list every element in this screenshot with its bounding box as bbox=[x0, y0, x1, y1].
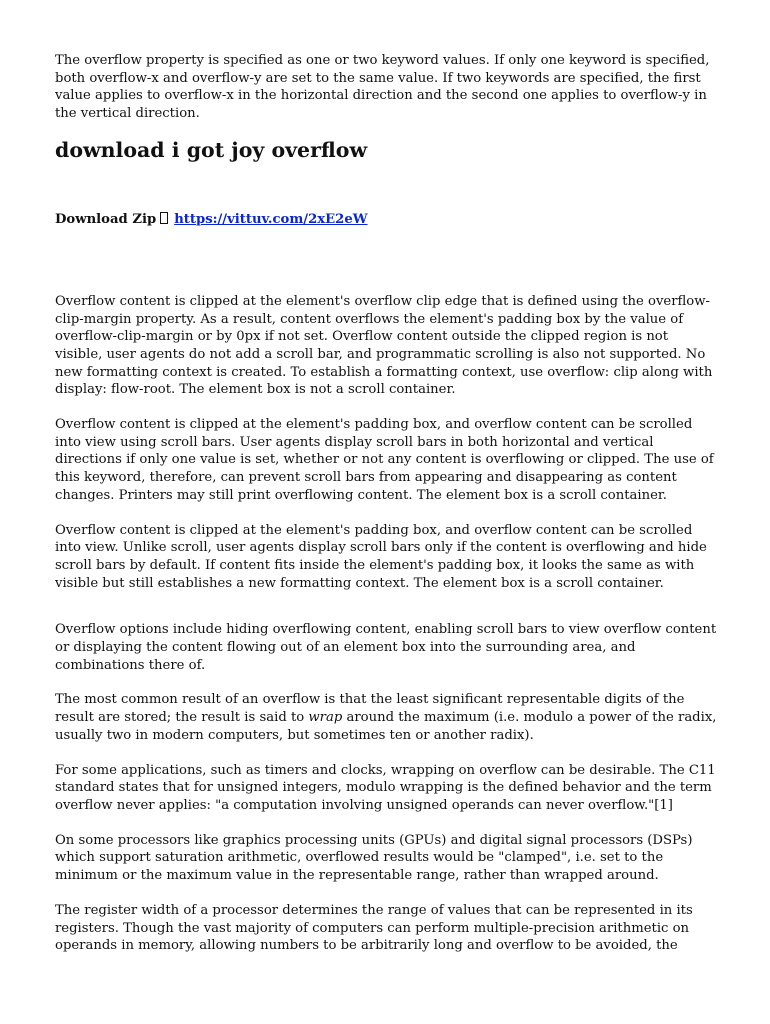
body-paragraph-6: For some applications, such as timers and clocks, wrapping on overflow can be desirable. The C11 standard states that for unsigned integers, modulo wrapping is the defined behavior and the term overflow never applies: "a computation involving unsigned operands can never overflow."[1] bbox=[55, 762, 716, 813]
document-body bbox=[55, 52, 717, 955]
body-paragraph-7: On some processors like graphics processing units (GPUs) and digital signal processors (DSPs) which support saturation arithmetic, overflowed results would be "clamped", i.e. set to the minimum or the maximum value in the representable range, rather than wrapped around. bbox=[55, 832, 693, 884]
spacer bbox=[55, 229, 717, 293]
wrap-term: wrap bbox=[308, 710, 343, 726]
body-paragraph-8: The register width of a processor determines the range of values that can be represented in its registers. Though the vast majority of computers can perform multiple-precision arithmetic on operands in memory, allowing numbers to be arbitrarily long and overflow to be avoided, the bbox=[55, 902, 693, 954]
body-paragraph-2: Overflow content is clipped at the element's padding box, and overflow content can be scrolled into view using scroll bars. User agents display scroll bars in both horizontal and vertical directions if only one value is set, whether or not any content is overflowing or clipped. The use of this keyword, therefore, can prevent scroll bars from appearing and disappearing as content changes. Printers may still print overflowing content. The element box is a scroll container. bbox=[55, 417, 714, 503]
body-paragraph-3: Overflow content is clipped at the element's padding box, and overflow content can be scrolled into view. Unlike scroll, user agents display scroll bars only if the content is overflowing and hide scroll bars by default. If content fits inside the element's padding box, it looks the same as with visible but still establishes a new formatting context. The element box is a scroll container. bbox=[55, 522, 707, 591]
body-paragraph-4: Overflow options include hiding overflowing content, enabling scroll bars to view overflow content or displaying the content flowing out of an element box into the surrounding area, and combinations there of. bbox=[55, 622, 717, 673]
arrow-icon bbox=[160, 212, 168, 224]
download-line bbox=[55, 211, 717, 229]
download-label: Download Zip bbox=[55, 211, 157, 227]
body-paragraph-1: Overflow content is clipped at the element's overflow clip edge that is defined using the overflow-clip-margin property. As a result, content overflows the element's padding box by the value of overflow-clip-margin or by 0px if not set. Overflow content outside the clipped region is not visible, user agents do not add a scroll bar, and programmatic scrolling is also not supported. No new formatting context is created. To establish a formatting context, use overflow: clip along with display: flow-root. The element box is not a scroll container. bbox=[55, 293, 713, 398]
download-link[interactable]: https://vittuv.com/2xE2eW bbox=[174, 211, 368, 227]
body-paragraph-5: The most common result of an overflow is that the least significant representable digits of the result are stored; the result is said to wrap around the maximum (i.e. modulo a power of the radix, usually two in modern computers, but sometimes ten or another radix). bbox=[55, 692, 717, 743]
intro-paragraph: The overflow property is specified as one or two keyword values. If only one keyword is specified, both overflow-x and overflow-y are set to the same value. If two keywords are specified, the first value applies to overflow-x in the horizontal direction and the second one applies to overflow-y in the vertical direction. bbox=[55, 53, 710, 122]
page-title: download i got joy overflow bbox=[55, 137, 368, 162]
